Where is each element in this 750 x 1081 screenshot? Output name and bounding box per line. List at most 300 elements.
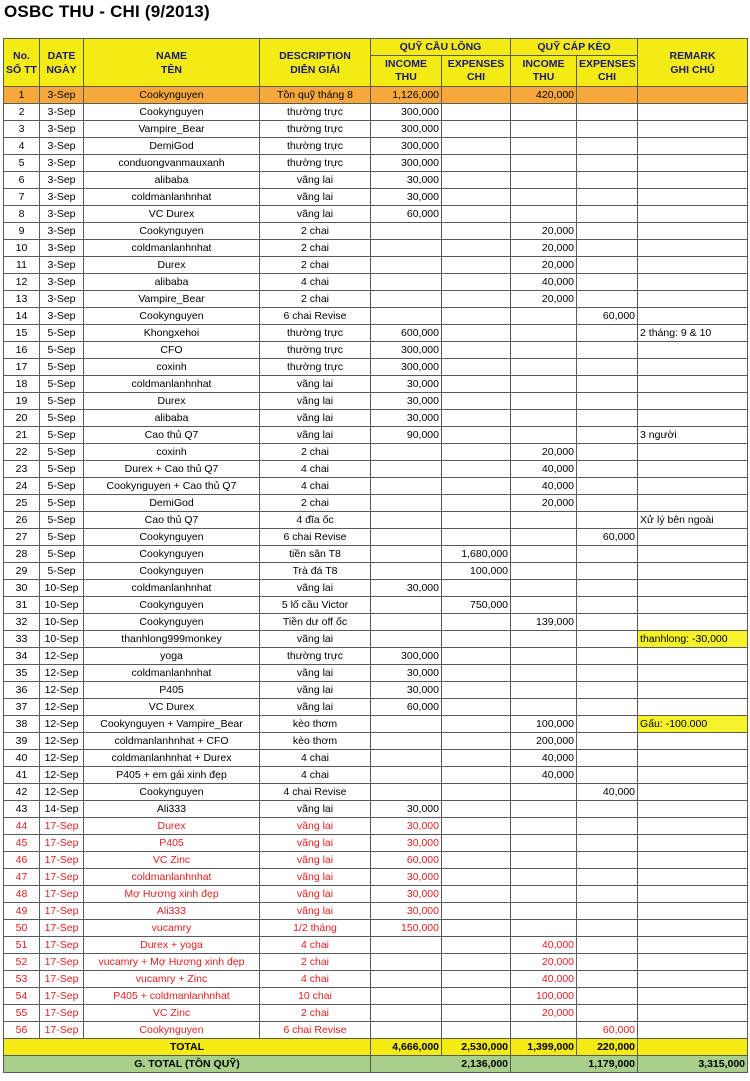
row-name: Cookynguyen xyxy=(84,308,260,325)
row-income-1 xyxy=(371,937,442,954)
row-remark xyxy=(638,257,748,274)
row-income-1: 60,000 xyxy=(371,206,442,223)
row-remark xyxy=(638,750,748,767)
row-income-1: 30,000 xyxy=(371,580,442,597)
row-number: 11 xyxy=(4,257,40,274)
row-expenses-2 xyxy=(577,971,638,988)
row-description: vãng lai xyxy=(260,206,371,223)
table-row xyxy=(4,325,748,342)
row-date: 3-Sep xyxy=(40,172,84,189)
table-row xyxy=(4,733,748,750)
row-number: 32 xyxy=(4,614,40,631)
row-number: 40 xyxy=(4,750,40,767)
table-row xyxy=(4,546,748,563)
row-date: 5-Sep xyxy=(40,563,84,580)
row-date: 17-Sep xyxy=(40,835,84,852)
row-expenses-1 xyxy=(442,733,511,750)
row-expenses-1: 100,000 xyxy=(442,563,511,580)
row-name: thanhlong999monkey xyxy=(84,631,260,648)
row-remark xyxy=(638,546,748,563)
table-row xyxy=(4,971,748,988)
row-expenses-2 xyxy=(577,138,638,155)
row-description: vãng lai xyxy=(260,189,371,206)
row-number: 36 xyxy=(4,682,40,699)
row-name: coldmanlanhnhat xyxy=(84,665,260,682)
row-name: Cookynguyen xyxy=(84,563,260,580)
row-income-2: 40,000 xyxy=(511,478,577,495)
row-expenses-1 xyxy=(442,240,511,257)
row-number: 33 xyxy=(4,631,40,648)
row-date: 5-Sep xyxy=(40,512,84,529)
row-name: Cookynguyen xyxy=(84,614,260,631)
row-income-1: 30,000 xyxy=(371,410,442,427)
row-income-1 xyxy=(371,257,442,274)
row-income-2: 20,000 xyxy=(511,954,577,971)
table-row xyxy=(4,359,748,376)
header-income-2: INCOME THU xyxy=(511,56,577,87)
row-name: Vampire_Bear xyxy=(84,121,260,138)
row-number: 31 xyxy=(4,597,40,614)
total-row xyxy=(4,1039,748,1056)
row-income-2 xyxy=(511,155,577,172)
table-row xyxy=(4,138,748,155)
row-expenses-2 xyxy=(577,155,638,172)
row-date: 5-Sep xyxy=(40,478,84,495)
row-expenses-2: 60,000 xyxy=(577,1022,638,1039)
row-expenses-1 xyxy=(442,104,511,121)
row-expenses-2 xyxy=(577,665,638,682)
row-description: 10 chai xyxy=(260,988,371,1005)
row-number: 10 xyxy=(4,240,40,257)
row-remark xyxy=(638,733,748,750)
row-number: 3 xyxy=(4,121,40,138)
row-name: Cookynguyen xyxy=(84,87,260,104)
row-expenses-2 xyxy=(577,444,638,461)
row-income-1: 1,126,000 xyxy=(371,87,442,104)
row-income-1: 30,000 xyxy=(371,869,442,886)
row-income-1 xyxy=(371,988,442,1005)
row-date: 17-Sep xyxy=(40,971,84,988)
row-number: 9 xyxy=(4,223,40,240)
row-description: tiền sân T8 xyxy=(260,546,371,563)
header-name: NAME TÊN xyxy=(84,39,260,87)
row-expenses-1 xyxy=(442,359,511,376)
row-expenses-2 xyxy=(577,733,638,750)
row-description: thường trực xyxy=(260,138,371,155)
row-expenses-2 xyxy=(577,597,638,614)
row-name: coxinh xyxy=(84,359,260,376)
row-expenses-2 xyxy=(577,240,638,257)
row-number: 46 xyxy=(4,852,40,869)
row-expenses-1 xyxy=(442,835,511,852)
row-date: 12-Sep xyxy=(40,665,84,682)
row-number: 18 xyxy=(4,376,40,393)
row-date: 3-Sep xyxy=(40,121,84,138)
row-remark xyxy=(638,971,748,988)
row-expenses-2 xyxy=(577,869,638,886)
row-income-2: 420,000 xyxy=(511,87,577,104)
row-income-2 xyxy=(511,393,577,410)
row-expenses-1 xyxy=(442,988,511,1005)
row-expenses-1 xyxy=(442,155,511,172)
table-row xyxy=(4,427,748,444)
row-expenses-1 xyxy=(442,342,511,359)
table-row xyxy=(4,410,748,427)
row-name: Durex xyxy=(84,257,260,274)
row-income-2: 40,000 xyxy=(511,767,577,784)
row-name: Durex xyxy=(84,818,260,835)
row-number: 16 xyxy=(4,342,40,359)
row-description: 4 chai Revise xyxy=(260,784,371,801)
row-name: CFO xyxy=(84,342,260,359)
table-row xyxy=(4,1005,748,1022)
row-date: 10-Sep xyxy=(40,614,84,631)
row-income-1: 30,000 xyxy=(371,172,442,189)
row-remark xyxy=(638,410,748,427)
row-date: 5-Sep xyxy=(40,393,84,410)
row-name: Cookynguyen xyxy=(84,597,260,614)
row-number: 39 xyxy=(4,733,40,750)
row-income-2 xyxy=(511,529,577,546)
row-remark xyxy=(638,869,748,886)
row-description: thường trực xyxy=(260,359,371,376)
row-expenses-2 xyxy=(577,801,638,818)
row-number: 45 xyxy=(4,835,40,852)
row-number: 14 xyxy=(4,308,40,325)
row-name: alibaba xyxy=(84,410,260,427)
row-income-1: 300,000 xyxy=(371,104,442,121)
row-remark xyxy=(638,155,748,172)
row-date: 3-Sep xyxy=(40,274,84,291)
table-row xyxy=(4,172,748,189)
row-expenses-2 xyxy=(577,121,638,138)
table-footer xyxy=(4,1039,748,1073)
row-income-1 xyxy=(371,733,442,750)
row-number: 37 xyxy=(4,699,40,716)
grand-total-label: G. TOTAL (TỒN QUỸ) xyxy=(4,1056,371,1073)
row-income-2 xyxy=(511,410,577,427)
row-number: 41 xyxy=(4,767,40,784)
row-number: 49 xyxy=(4,903,40,920)
row-number: 30 xyxy=(4,580,40,597)
row-remark xyxy=(638,937,748,954)
row-description: vãng lai xyxy=(260,818,371,835)
row-remark xyxy=(638,988,748,1005)
row-description: Tiền dư off ốc xyxy=(260,614,371,631)
row-remark xyxy=(638,614,748,631)
row-date: 17-Sep xyxy=(40,1005,84,1022)
row-income-1 xyxy=(371,274,442,291)
total-income-2: 1,399,000 xyxy=(511,1039,577,1056)
row-date: 3-Sep xyxy=(40,257,84,274)
row-remark xyxy=(638,342,748,359)
row-remark xyxy=(638,529,748,546)
row-expenses-1 xyxy=(442,716,511,733)
row-income-1: 30,000 xyxy=(371,189,442,206)
table-row xyxy=(4,750,748,767)
row-number: 24 xyxy=(4,478,40,495)
row-income-1: 300,000 xyxy=(371,121,442,138)
row-date: 12-Sep xyxy=(40,767,84,784)
row-expenses-1 xyxy=(442,223,511,240)
row-income-2 xyxy=(511,138,577,155)
header-expenses-1: EXPENSES CHI xyxy=(442,56,511,87)
row-number: 35 xyxy=(4,665,40,682)
row-number: 26 xyxy=(4,512,40,529)
row-income-2: 40,000 xyxy=(511,461,577,478)
row-income-1 xyxy=(371,461,442,478)
row-income-1 xyxy=(371,631,442,648)
row-date: 14-Sep xyxy=(40,801,84,818)
row-description: 5 lố cầu Victor xyxy=(260,597,371,614)
row-income-2 xyxy=(511,869,577,886)
row-remark xyxy=(638,121,748,138)
row-remark xyxy=(638,903,748,920)
row-date: 5-Sep xyxy=(40,495,84,512)
row-description: 4 chai xyxy=(260,750,371,767)
row-expenses-1 xyxy=(442,1005,511,1022)
row-name: coldmanlanhnhat xyxy=(84,240,260,257)
row-income-1: 60,000 xyxy=(371,852,442,869)
row-expenses-1 xyxy=(442,478,511,495)
row-expenses-1 xyxy=(442,954,511,971)
row-expenses-1 xyxy=(442,495,511,512)
row-name: DemiGod xyxy=(84,495,260,512)
row-name: Cookynguyen xyxy=(84,104,260,121)
row-income-2 xyxy=(511,682,577,699)
row-remark xyxy=(638,189,748,206)
row-expenses-1 xyxy=(442,869,511,886)
row-name: Durex + Cao thủ Q7 xyxy=(84,461,260,478)
row-number: 29 xyxy=(4,563,40,580)
row-expenses-1 xyxy=(442,410,511,427)
row-expenses-2 xyxy=(577,614,638,631)
table-row xyxy=(4,801,748,818)
row-expenses-2 xyxy=(577,172,638,189)
grand-total-fund-2: 1,179,000 xyxy=(511,1056,638,1073)
row-income-1 xyxy=(371,784,442,801)
row-number: 48 xyxy=(4,886,40,903)
row-remark xyxy=(638,886,748,903)
row-expenses-1 xyxy=(442,801,511,818)
row-name: conduongvanmauxanh xyxy=(84,155,260,172)
row-income-1: 30,000 xyxy=(371,801,442,818)
row-description: thường trực xyxy=(260,155,371,172)
row-number: 51 xyxy=(4,937,40,954)
row-description: 4 đĩa ốc xyxy=(260,512,371,529)
row-remark xyxy=(638,1005,748,1022)
row-expenses-2 xyxy=(577,461,638,478)
row-expenses-2 xyxy=(577,546,638,563)
row-date: 3-Sep xyxy=(40,206,84,223)
row-description: 2 chai xyxy=(260,291,371,308)
row-date: 3-Sep xyxy=(40,138,84,155)
row-expenses-2 xyxy=(577,1005,638,1022)
row-expenses-1 xyxy=(442,308,511,325)
row-name: Ali333 xyxy=(84,801,260,818)
row-expenses-2 xyxy=(577,104,638,121)
table-row xyxy=(4,648,748,665)
row-income-2 xyxy=(511,648,577,665)
row-name: VC Zinc xyxy=(84,852,260,869)
row-remark xyxy=(638,138,748,155)
row-remark xyxy=(638,801,748,818)
row-date: 12-Sep xyxy=(40,648,84,665)
row-expenses-2 xyxy=(577,223,638,240)
row-description: vãng lai xyxy=(260,631,371,648)
row-remark xyxy=(638,682,748,699)
table-row xyxy=(4,835,748,852)
row-number: 15 xyxy=(4,325,40,342)
row-remark xyxy=(638,376,748,393)
row-expenses-2 xyxy=(577,988,638,1005)
row-name: coldmanlanhnhat xyxy=(84,189,260,206)
total-label: TOTAL xyxy=(4,1039,371,1056)
row-income-1: 30,000 xyxy=(371,818,442,835)
row-description: thường trực xyxy=(260,325,371,342)
row-name: Cookynguyen xyxy=(84,1022,260,1039)
row-expenses-2 xyxy=(577,716,638,733)
row-expenses-1 xyxy=(442,512,511,529)
row-income-1 xyxy=(371,767,442,784)
row-number: 34 xyxy=(4,648,40,665)
row-income-2: 200,000 xyxy=(511,733,577,750)
row-remark xyxy=(638,954,748,971)
row-date: 17-Sep xyxy=(40,988,84,1005)
table-row xyxy=(4,818,748,835)
row-income-2 xyxy=(511,920,577,937)
row-income-1: 30,000 xyxy=(371,886,442,903)
row-expenses-2 xyxy=(577,920,638,937)
row-number: 42 xyxy=(4,784,40,801)
table-row xyxy=(4,240,748,257)
row-remark xyxy=(638,835,748,852)
row-name: VC Zinc xyxy=(84,1005,260,1022)
row-income-1: 30,000 xyxy=(371,376,442,393)
row-description: thường trực xyxy=(260,104,371,121)
table-row xyxy=(4,189,748,206)
row-expenses-2 xyxy=(577,189,638,206)
row-number: 28 xyxy=(4,546,40,563)
row-income-1: 30,000 xyxy=(371,903,442,920)
row-number: 8 xyxy=(4,206,40,223)
row-date: 5-Sep xyxy=(40,325,84,342)
row-description: 4 chai xyxy=(260,274,371,291)
row-remark xyxy=(638,240,748,257)
row-remark xyxy=(638,495,748,512)
row-income-1: 30,000 xyxy=(371,393,442,410)
row-date: 17-Sep xyxy=(40,818,84,835)
row-expenses-1 xyxy=(442,648,511,665)
row-date: 12-Sep xyxy=(40,716,84,733)
row-remark xyxy=(638,580,748,597)
row-name: coldmanlanhnhat xyxy=(84,580,260,597)
row-date: 5-Sep xyxy=(40,529,84,546)
row-name: P405 + em gái xinh đẹp xyxy=(84,767,260,784)
row-remark: Gấu: -100.000 xyxy=(638,716,748,733)
table-row xyxy=(4,614,748,631)
table-row xyxy=(4,1022,748,1039)
table-row xyxy=(4,376,748,393)
row-date: 17-Sep xyxy=(40,903,84,920)
table-row xyxy=(4,903,748,920)
row-date: 3-Sep xyxy=(40,104,84,121)
table-row xyxy=(4,223,748,240)
row-income-2 xyxy=(511,121,577,138)
row-remark xyxy=(638,274,748,291)
row-expenses-1 xyxy=(442,937,511,954)
row-name: Vampire_Bear xyxy=(84,291,260,308)
row-expenses-1 xyxy=(442,529,511,546)
row-expenses-1 xyxy=(442,920,511,937)
row-description: vãng lai xyxy=(260,903,371,920)
row-number: 2 xyxy=(4,104,40,121)
row-expenses-1 xyxy=(442,903,511,920)
row-income-1 xyxy=(371,240,442,257)
header-date: DATE NGÀY xyxy=(40,39,84,87)
row-income-2 xyxy=(511,597,577,614)
row-number: 13 xyxy=(4,291,40,308)
row-remark xyxy=(638,461,748,478)
grand-total-fund-1: 2,136,000 xyxy=(371,1056,511,1073)
row-income-2 xyxy=(511,189,577,206)
table-row xyxy=(4,342,748,359)
row-number: 22 xyxy=(4,444,40,461)
table-row xyxy=(4,291,748,308)
row-name: coldmanlanhnhat xyxy=(84,376,260,393)
row-income-1 xyxy=(371,563,442,580)
row-expenses-1: 750,000 xyxy=(442,597,511,614)
row-date: 3-Sep xyxy=(40,223,84,240)
table-row xyxy=(4,954,748,971)
sheet-title: OSBC THU - CHI (9/2013) xyxy=(4,2,210,21)
row-expenses-1 xyxy=(442,291,511,308)
row-expenses-2 xyxy=(577,257,638,274)
row-remark xyxy=(638,478,748,495)
row-expenses-2 xyxy=(577,206,638,223)
row-expenses-1 xyxy=(442,257,511,274)
row-remark: 3 người xyxy=(638,427,748,444)
row-date: 17-Sep xyxy=(40,852,84,869)
row-name: Cookynguyen + Cao thủ Q7 xyxy=(84,478,260,495)
row-income-2 xyxy=(511,206,577,223)
row-description: Trà đá T8 xyxy=(260,563,371,580)
row-remark xyxy=(638,852,748,869)
row-income-1: 300,000 xyxy=(371,155,442,172)
row-income-2 xyxy=(511,818,577,835)
table-row xyxy=(4,461,748,478)
total-expenses-2: 220,000 xyxy=(577,1039,638,1056)
row-description: 4 chai xyxy=(260,767,371,784)
header-fund-badminton: QUỸ CẦU LÔNG xyxy=(371,39,511,56)
row-income-2 xyxy=(511,104,577,121)
row-income-2: 20,000 xyxy=(511,444,577,461)
row-income-1 xyxy=(371,1022,442,1039)
row-name: alibaba xyxy=(84,172,260,189)
row-income-1: 150,000 xyxy=(371,920,442,937)
row-income-2 xyxy=(511,852,577,869)
grand-total-all: 3,315,000 xyxy=(638,1056,748,1073)
row-number: 20 xyxy=(4,410,40,427)
row-income-1 xyxy=(371,512,442,529)
table-row xyxy=(4,512,748,529)
header-description: DESCRIPTION DIỄN GIẢI xyxy=(260,39,371,87)
table-row xyxy=(4,631,748,648)
row-income-1: 600,000 xyxy=(371,325,442,342)
row-remark xyxy=(638,920,748,937)
row-expenses-2: 60,000 xyxy=(577,529,638,546)
row-name: vucamry xyxy=(84,920,260,937)
